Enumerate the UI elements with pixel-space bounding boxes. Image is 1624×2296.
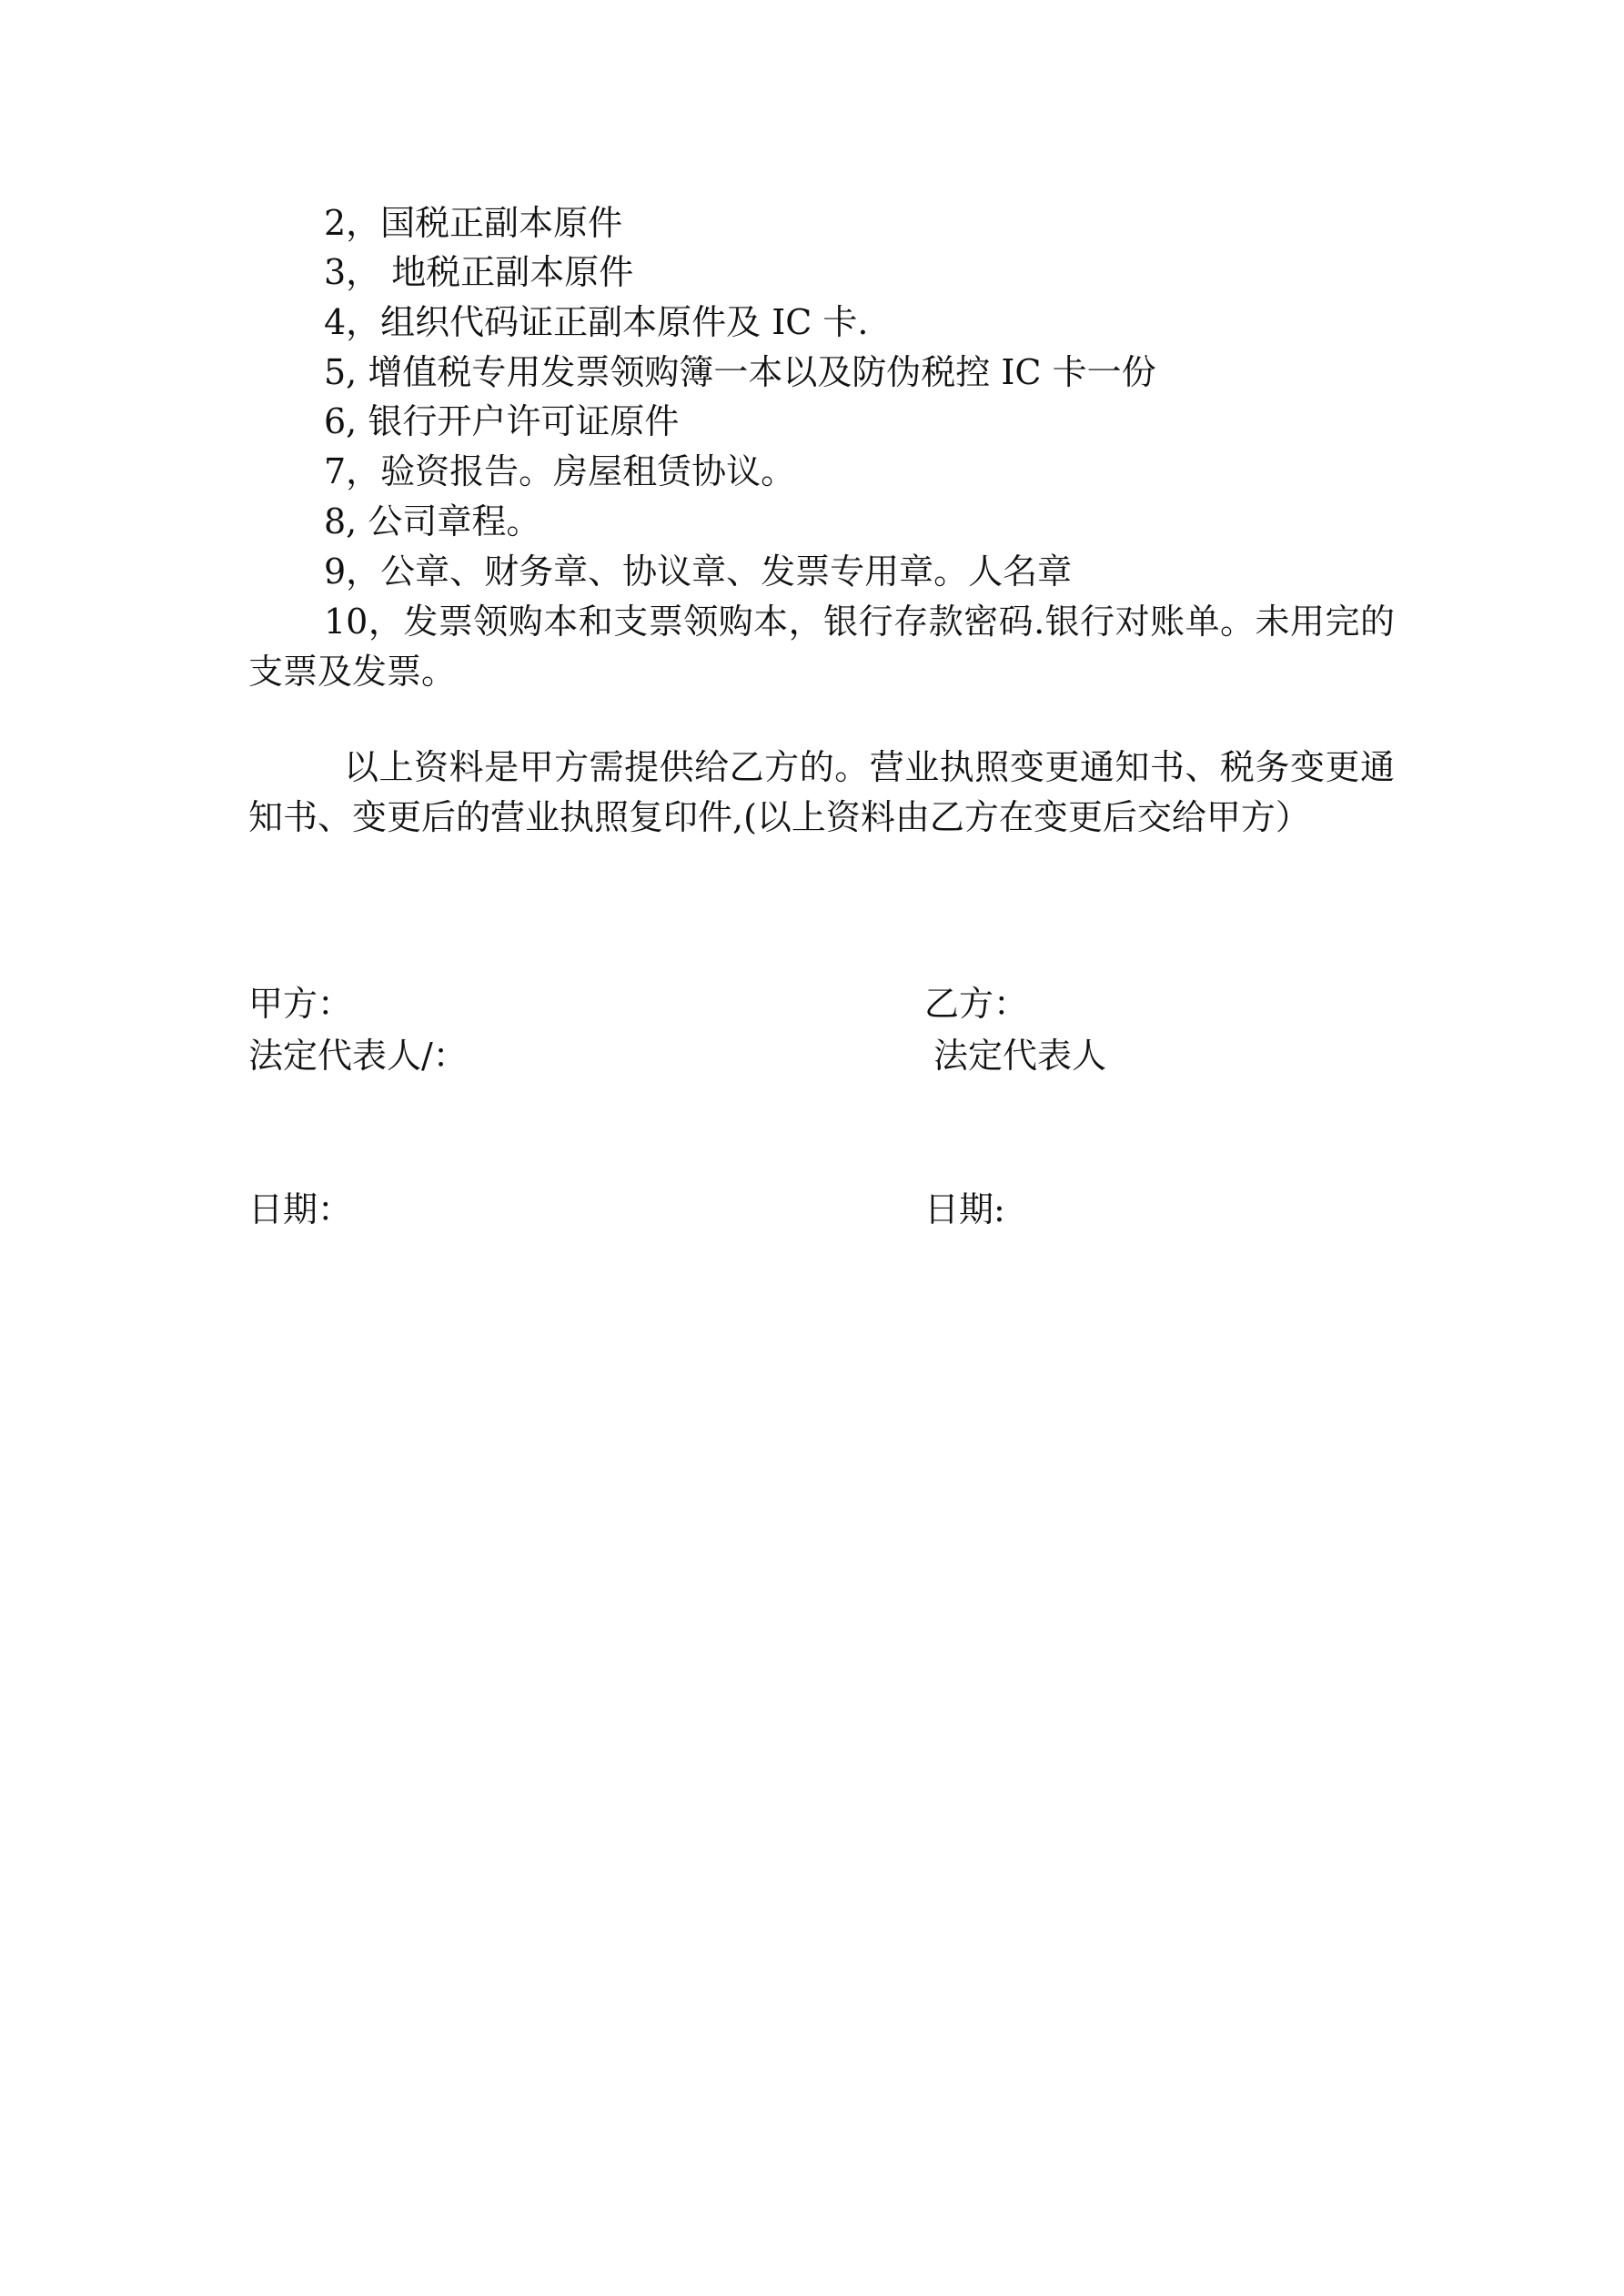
party-a-date-label: 日期： bbox=[248, 1189, 353, 1229]
list-item-5: 5, 增值税专用发票领购簿一本以及防伪税控 IC 卡一份 bbox=[324, 352, 1156, 392]
list-item-2: 2，国税正副本原件 bbox=[324, 203, 623, 243]
list-item-3: 3， 地税正副本原件 bbox=[324, 252, 634, 292]
list-item-7: 7，验资报告。房屋租赁协议。 bbox=[324, 451, 796, 491]
list-item-10: 10，发票领购本和支票领购本，银行存款密码.银行对账单。未用完的支票及发票。 bbox=[248, 602, 1395, 692]
party-b-label: 乙方： bbox=[924, 984, 1029, 1024]
list-item-9: 9，公章、财务章、协议章、发票专用章。人名章 bbox=[324, 551, 1073, 592]
summary-paragraph: 以上资料是甲方需提供给乙方的。营业执照变更通知书、税务变更通知书、变更后的营业执照复印件,(以上资料由乙方在变更后交给甲方） bbox=[248, 747, 1395, 837]
list-item-4: 4，组织代码证正副本原件及 IC 卡. bbox=[324, 302, 869, 342]
party-a-label: 甲方： bbox=[248, 984, 353, 1024]
list-item-8: 8, 公司章程。 bbox=[324, 501, 541, 541]
party-a-representative-label: 法定代表人/： bbox=[248, 1036, 468, 1076]
party-b-representative-label: 法定代表人 bbox=[933, 1036, 1107, 1076]
party-b-date-label: 日期: bbox=[924, 1189, 1005, 1229]
list-item-6: 6, 银行开户许可证原件 bbox=[324, 401, 680, 441]
